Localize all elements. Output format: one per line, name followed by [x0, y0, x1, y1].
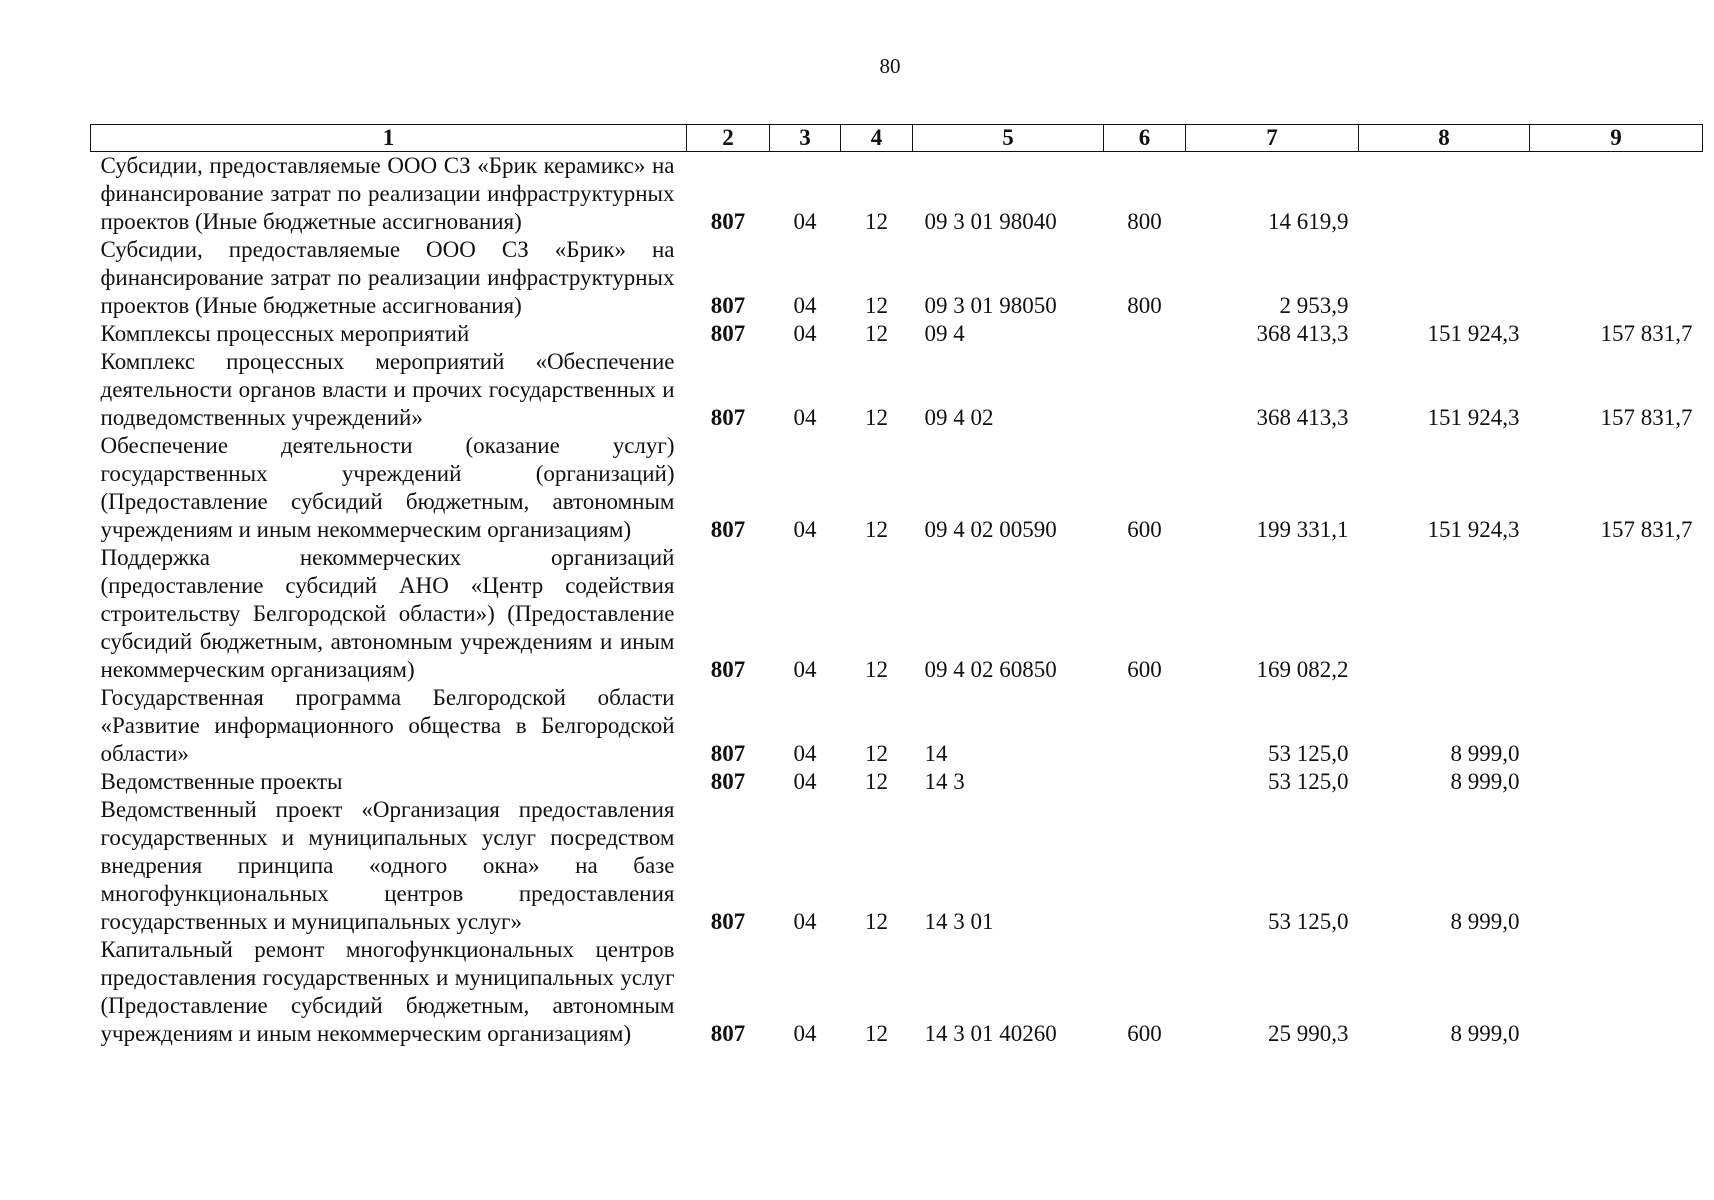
- row-target-code: 14: [924, 741, 948, 766]
- row-section: 04: [793, 209, 817, 234]
- table-row: [91, 544, 1703, 684]
- row-expense-type: [1104, 796, 1186, 936]
- row-expense-type: [1104, 348, 1186, 432]
- row-section: 04: [793, 321, 817, 346]
- row-amount-8: 151 924,3: [1427, 517, 1520, 542]
- row-subsection: 12: [865, 517, 888, 542]
- header-col-1: 1: [91, 125, 687, 152]
- row-subsection: 12: [865, 209, 888, 234]
- row-amount-9: 157 831,7: [1600, 517, 1693, 542]
- row-target-code: 14 3: [924, 769, 965, 794]
- row-name: Комплексы процессных мероприятий: [100, 321, 470, 346]
- row-amount-9: 157 831,7: [1600, 321, 1693, 346]
- row-amount-7: 368 413,3: [1256, 405, 1349, 430]
- row-name: Комплекс процессных мероприятий «Обеспечение деятельности органов власти и прочих государственных и подведомственных учреждений»: [100, 349, 675, 430]
- header-col-7: 7: [1186, 125, 1359, 152]
- row-target-code: 14 3 01 40260: [924, 1021, 1057, 1046]
- row-name: Ведомственный проект «Организация предоставления государственных и муниципальных услуг посредством внедрения принципа «одного окна» на базе многофункциональных центров предоставления государственных и муниципальных услуг»: [100, 797, 675, 934]
- row-amount-8: 8 999,0: [1450, 909, 1520, 934]
- row-target-code: 09 4 02 00590: [924, 517, 1057, 542]
- row-subsection: 12: [865, 405, 888, 430]
- row-name: Субсидии, предоставляемые ООО СЗ «Брик» на финансирование затрат по реализации инфраструктурных проектов (Иные бюджетные ассигнования): [100, 237, 675, 318]
- row-name: Ведомственные проекты: [100, 769, 343, 794]
- row-section: 04: [793, 909, 817, 934]
- table-body: [91, 152, 1703, 1049]
- table-row: [91, 936, 1703, 1048]
- row-amount-7: 53 125,0: [1268, 769, 1349, 794]
- row-expense-type: 600: [1127, 517, 1162, 542]
- header-col-6: 6: [1104, 125, 1186, 152]
- row-amount-7: 2 953,9: [1279, 293, 1349, 318]
- row-amount-7: 368 413,3: [1256, 321, 1349, 346]
- row-name: Субсидии, предоставляемые ООО СЗ «Брик керамикс» на финансирование затрат по реализации инфраструктурных проектов (Иные бюджетные ассигнования): [100, 153, 675, 234]
- budget-table: [90, 124, 1703, 1048]
- header-col-8: 8: [1359, 125, 1530, 152]
- row-name: Обеспечение деятельности (оказание услуг) государственных учреждений (организаций) (Предоставление субсидий бюджетным, автономным учреждениям и иным некоммерческим организациям): [100, 433, 675, 542]
- row-ministry-code: 807: [710, 293, 746, 318]
- row-ministry-code: 807: [710, 657, 746, 682]
- row-amount-8: 151 924,3: [1427, 405, 1520, 430]
- row-subsection: 12: [865, 321, 888, 346]
- row-amount-7: 25 990,3: [1268, 1021, 1349, 1046]
- row-subsection: 12: [865, 741, 888, 766]
- header-col-3: 3: [770, 125, 841, 152]
- header-row: [91, 125, 1703, 152]
- header-col-4: 4: [841, 125, 913, 152]
- row-ministry-code: 807: [710, 209, 746, 234]
- row-amount-7: 53 125,0: [1268, 909, 1349, 934]
- row-ministry-code: 807: [710, 405, 746, 430]
- row-subsection: 12: [865, 769, 888, 794]
- row-amount-9: [1530, 936, 1703, 1048]
- row-subsection: 12: [865, 293, 888, 318]
- row-amount-8: [1359, 152, 1530, 237]
- row-ministry-code: 807: [710, 741, 746, 766]
- row-ministry-code: 807: [710, 517, 746, 542]
- row-target-code: 09 3 01 98040: [924, 209, 1057, 234]
- row-section: 04: [793, 741, 817, 766]
- row-expense-type: 800: [1127, 293, 1162, 318]
- table-row: [91, 236, 1703, 320]
- row-amount-9: [1530, 236, 1703, 320]
- table-row: [91, 768, 1703, 796]
- row-amount-8: [1359, 236, 1530, 320]
- row-ministry-code: 807: [710, 769, 746, 794]
- header-col-5: 5: [913, 125, 1104, 152]
- row-amount-9: [1530, 796, 1703, 936]
- row-section: 04: [793, 657, 817, 682]
- row-amount-9: [1530, 768, 1703, 796]
- row-subsection: 12: [865, 909, 888, 934]
- row-ministry-code: 807: [710, 321, 746, 346]
- row-ministry-code: 807: [710, 1021, 746, 1046]
- row-target-code: 09 4 02: [924, 405, 994, 430]
- row-expense-type: 800: [1127, 209, 1162, 234]
- table-row: [91, 796, 1703, 936]
- row-target-code: 14 3 01: [924, 909, 994, 934]
- row-name: Государственная программа Белгородской области «Развитие информационного общества в Белгородской области»: [100, 685, 675, 766]
- row-target-code: 09 4 02 60850: [924, 657, 1057, 682]
- header-col-9: 9: [1530, 125, 1703, 152]
- row-amount-9: [1530, 684, 1703, 768]
- row-subsection: 12: [865, 1021, 888, 1046]
- row-section: 04: [793, 1021, 817, 1046]
- row-amount-8: 8 999,0: [1450, 769, 1520, 794]
- row-amount-8: 151 924,3: [1427, 321, 1520, 346]
- row-amount-9: [1530, 544, 1703, 684]
- table-row: [91, 348, 1703, 432]
- row-amount-7: 14 619,9: [1268, 209, 1349, 234]
- table-row: [91, 320, 1703, 348]
- row-amount-9: [1530, 152, 1703, 237]
- row-expense-type: [1104, 684, 1186, 768]
- row-target-code: 09 3 01 98050: [924, 293, 1057, 318]
- row-amount-8: [1359, 544, 1530, 684]
- row-expense-type: 600: [1127, 1021, 1162, 1046]
- row-amount-7: 53 125,0: [1268, 741, 1349, 766]
- header-col-2: 2: [687, 125, 770, 152]
- row-section: 04: [793, 769, 817, 794]
- row-expense-type: [1104, 768, 1186, 796]
- row-amount-7: 199 331,1: [1256, 517, 1349, 542]
- row-expense-type: 600: [1127, 657, 1162, 682]
- row-section: 04: [793, 405, 817, 430]
- page-number: 80: [879, 54, 901, 78]
- row-section: 04: [793, 517, 817, 542]
- row-ministry-code: 807: [710, 909, 746, 934]
- row-subsection: 12: [865, 657, 888, 682]
- row-amount-9: 157 831,7: [1600, 405, 1693, 430]
- row-expense-type: [1104, 320, 1186, 348]
- row-amount-8: 8 999,0: [1450, 741, 1520, 766]
- row-name: Капитальный ремонт многофункциональных центров предоставления государственных и муниципальных услуг (Предоставление субсидий бюджетным, автономным учреждениям и иным некоммерческим организациям): [100, 937, 675, 1046]
- table-row: [91, 152, 1703, 237]
- row-section: 04: [793, 293, 817, 318]
- table-row: [91, 684, 1703, 768]
- row-name: Поддержка некоммерческих организаций (предоставление субсидий АНО «Центр содействия строительству Белгородской области») (Предоставление субсидий бюджетным, автономным учреждениям и иным некоммерческим организациям): [100, 545, 675, 682]
- row-amount-8: 8 999,0: [1450, 1021, 1520, 1046]
- table-header: [91, 125, 1703, 152]
- row-target-code: 09 4: [924, 321, 965, 346]
- row-amount-7: 169 082,2: [1256, 657, 1349, 682]
- table-row: [91, 432, 1703, 544]
